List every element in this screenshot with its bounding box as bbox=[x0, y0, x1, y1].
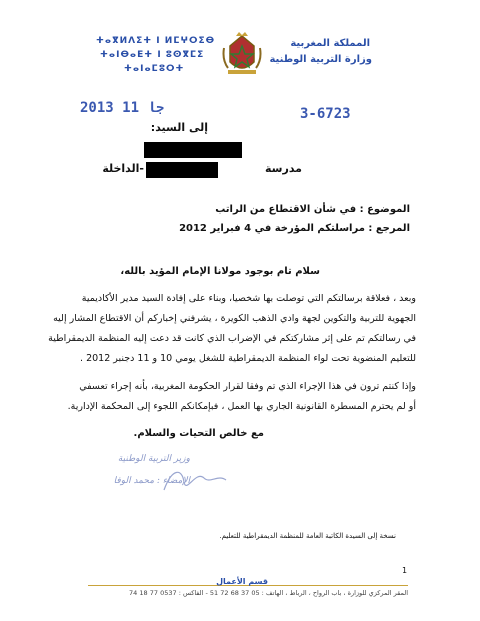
body-p1-line2: الجهوية للتربية والتكوين لجهة وادي الذهب الكويرة ، يشرفني إخباركم أن الاقتطاع المشار إليه bbox=[53, 313, 416, 324]
signature-line-1: وزير التربية الوطنية bbox=[117, 454, 190, 464]
ministry-title: وزارة التربية الوطنية bbox=[269, 54, 372, 65]
body-p1-line1: وبعد ، فعلاقة برسالتكم التي توصلت بها شخصيا، وبناء على إفادة السيد مدير الأكاديمية bbox=[81, 293, 416, 304]
school-suffix: -الداخلة bbox=[102, 162, 144, 175]
body-p1-line3: في رسالتكم تم على إثر مشاركتكم في الإضراب الذي كانت قد دعت إليه المنظمة الديمقراطية bbox=[48, 333, 416, 344]
reference-stamp: 3-6723 bbox=[300, 106, 351, 122]
redacted-school bbox=[146, 162, 218, 178]
closing: مع خالص التحيات والسلام. bbox=[133, 428, 264, 439]
page-number: 1 bbox=[402, 566, 408, 575]
tifinagh-line-3: ⵜⴰⵏⴰⵎⵓⵔⵜ bbox=[124, 64, 185, 74]
signature-line-2: الإمضاء : محمد الوفا bbox=[113, 476, 190, 486]
footer-address: المقر المركزي للوزارة ، باب الرواح ، الرباط ، الهاتف : 05 37 68 72 51 - الفاكس : 0537 77 18 74 bbox=[129, 589, 408, 597]
recipient-label: إلى السيد: bbox=[150, 121, 208, 134]
coat-of-arms-icon bbox=[222, 32, 262, 76]
body-p2-line1: وإذا كنتم ترون في هذا الإجراء الذي تم وفقا لقرار الحكومة المغربية، بأنه إجراء تعسفي bbox=[79, 381, 416, 392]
school-prefix: مدرسة bbox=[265, 162, 302, 175]
redacted-name bbox=[144, 142, 242, 158]
date-stamp: 2013 جا 11 bbox=[80, 100, 165, 116]
reference-line: المرجع : مراسلتكم المؤرخة في 4 فبراير 2012 bbox=[179, 223, 410, 234]
copy-note: نسخة إلى السيدة الكاتبة العامة للمنظمة الديمقراطية للتعليم. bbox=[219, 532, 396, 540]
tifinagh-line-1: ⵜⴰⴳⵍⴷⵉⵜ ⵏ ⵍⵎⵖⵔⵉⴱ bbox=[96, 36, 216, 46]
footer-title: قسم الأعمال bbox=[216, 577, 268, 586]
greeting: سلام تام بوجود مولانا الإمام المؤيد بالله، bbox=[120, 266, 320, 277]
tifinagh-line-2: ⵜⴰⵏⴱⴰⴹⵜ ⵏ ⵓⵙⴳⵎⵉ bbox=[100, 50, 205, 60]
body-p2-line2: أو لم يحترم المسطرة القانونية الجاري بها العمل ، فبإمكانكم اللجوء إلى المحكمة الإدارية. bbox=[67, 401, 416, 412]
handwritten-signature-icon bbox=[160, 460, 230, 500]
subject-line: الموضوع : في شأن الاقتطاع من الراتب bbox=[215, 204, 410, 215]
kingdom-title: المملكة المغربية bbox=[290, 38, 370, 49]
body-p1-line4: للتعليم المنضوية تحت لواء المنظمة الديمقراطية للشغل يومي 10 و 11 دجنبر 2012 . bbox=[80, 353, 416, 364]
